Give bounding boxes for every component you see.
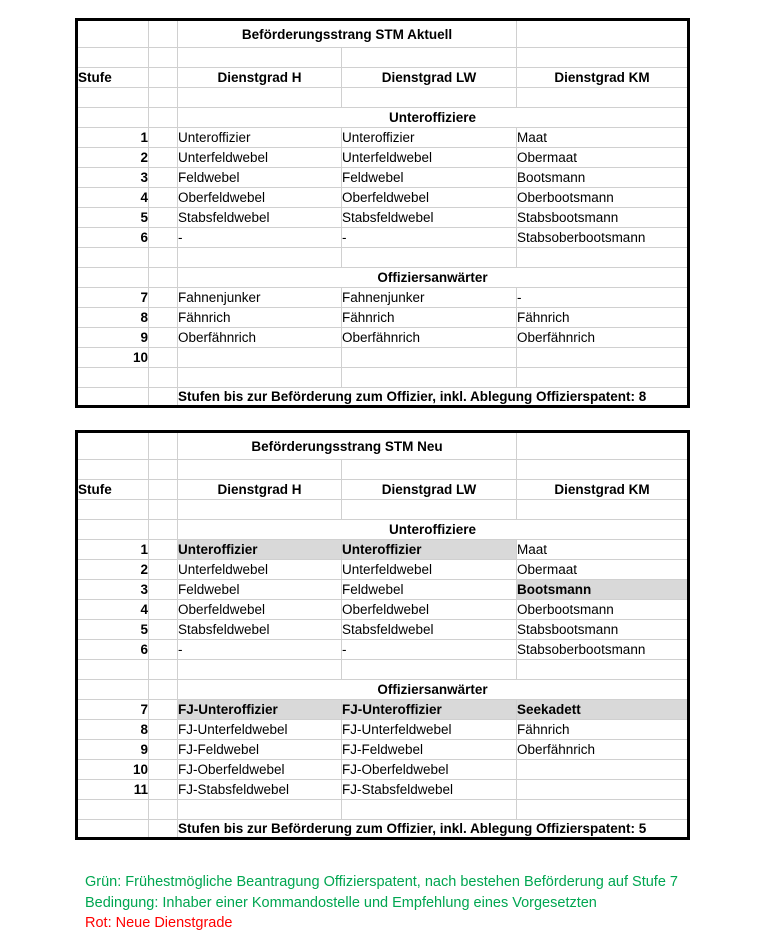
rank-cell: - — [178, 640, 342, 660]
blank-cell — [149, 48, 178, 68]
blank-cell — [77, 500, 149, 520]
blank-cell — [149, 820, 178, 839]
stufe-cell: 7 — [77, 700, 149, 720]
blank-cell — [149, 520, 178, 540]
stufe-cell: 8 — [77, 720, 149, 740]
blank-cell — [517, 432, 689, 460]
table-row — [77, 540, 689, 560]
blank-cell — [149, 460, 178, 480]
rank-cell: Fähnrich — [342, 308, 517, 328]
blank-cell — [342, 460, 517, 480]
section-header: Offiziersanwärter — [178, 680, 689, 700]
rank-cell: FJ-Stabsfeldwebel — [342, 780, 517, 800]
blank-cell — [149, 368, 178, 388]
stufe-cell: 5 — [77, 620, 149, 640]
spacer-cell — [149, 288, 178, 308]
table-row — [77, 188, 689, 208]
spacer-cell — [149, 188, 178, 208]
table-row — [77, 288, 689, 308]
legend-line-bedingung: Bedingung: Inhaber einer Kommandostelle und Empfehlung eines Vorgesetzten — [85, 894, 597, 911]
rank-cell: FJ-Stabsfeldwebel — [178, 780, 342, 800]
spacer-cell — [149, 480, 178, 500]
column-header: Dienstgrad KM — [517, 480, 689, 500]
rank-cell: Unterfeldwebel — [178, 560, 342, 580]
footer-note: Stufen bis zur Beförderung zum Offizier, inkl. Ablegung Offizierspatent: 8 — [178, 388, 689, 407]
stufe-cell: 8 — [77, 308, 149, 328]
table-row — [77, 760, 689, 780]
blank-cell — [149, 800, 178, 820]
blank-cell — [517, 660, 689, 680]
blank-cell — [178, 368, 342, 388]
stufe-cell: 9 — [77, 328, 149, 348]
blank-cell — [342, 248, 517, 268]
spacer-cell — [149, 640, 178, 660]
rank-cell: Unterfeldwebel — [342, 148, 517, 168]
blank-cell — [77, 520, 149, 540]
rank-cell: Stabsoberbootsmann — [517, 640, 689, 660]
rank-cell — [517, 348, 689, 368]
rank-cell: Feldwebel — [342, 580, 517, 600]
blank-cell — [342, 48, 517, 68]
spacer-cell — [149, 68, 178, 88]
rank-cell: FJ-Oberfeldwebel — [178, 760, 342, 780]
table-row — [77, 720, 689, 740]
stufe-cell: 9 — [77, 740, 149, 760]
blank-cell — [517, 48, 689, 68]
blank-cell — [149, 268, 178, 288]
spacer-cell — [149, 540, 178, 560]
stufe-cell: 3 — [77, 580, 149, 600]
blank-cell — [178, 460, 342, 480]
rank-cell: FJ-Unterfeldwebel — [178, 720, 342, 740]
blank-cell — [77, 680, 149, 700]
rank-cell: FJ-Unteroffizier — [342, 700, 517, 720]
blank-cell — [517, 500, 689, 520]
rank-cell: - — [178, 228, 342, 248]
rank-cell: FJ-Unteroffizier — [178, 700, 342, 720]
table-row — [77, 328, 689, 348]
blank-cell — [77, 660, 149, 680]
table-row — [77, 640, 689, 660]
blank-cell — [149, 248, 178, 268]
blank-cell — [77, 820, 149, 839]
spacer-cell — [149, 600, 178, 620]
blank-cell — [517, 88, 689, 108]
table-title: Beförderungsstrang STM Aktuell — [178, 20, 517, 48]
stufe-column-header: Stufe — [77, 68, 149, 88]
spacer-cell — [149, 560, 178, 580]
table-row — [77, 780, 689, 800]
blank-cell — [342, 88, 517, 108]
rank-cell: Maat — [517, 128, 689, 148]
rank-cell: Stabsfeldwebel — [342, 620, 517, 640]
stufe-column-header: Stufe — [77, 480, 149, 500]
table-row — [77, 560, 689, 580]
rank-cell: Unteroffizier — [178, 540, 342, 560]
rank-cell — [342, 348, 517, 368]
rank-cell: Stabsbootsmann — [517, 620, 689, 640]
spacer-cell — [149, 700, 178, 720]
spacer-cell — [149, 228, 178, 248]
rank-cell: Oberfähnrich — [178, 328, 342, 348]
legend-line-rot: Rot: Neue Dienstgrade — [85, 915, 233, 931]
rank-cell: Oberfähnrich — [517, 328, 689, 348]
table-row — [77, 128, 689, 148]
rank-cell: Unteroffizier — [178, 128, 342, 148]
promotion-table-new — [75, 430, 690, 840]
stufe-cell: 4 — [77, 600, 149, 620]
rank-cell: Feldwebel — [178, 168, 342, 188]
rank-cell: Stabsfeldwebel — [178, 620, 342, 640]
spacer-cell — [149, 128, 178, 148]
spacer-cell — [149, 780, 178, 800]
stufe-cell: 6 — [77, 228, 149, 248]
rank-cell: Stabsbootsmann — [517, 208, 689, 228]
rank-cell: Stabsoberbootsmann — [517, 228, 689, 248]
blank-cell — [517, 800, 689, 820]
blank-cell — [178, 48, 342, 68]
stufe-cell: 2 — [77, 148, 149, 168]
rank-cell: Oberfähnrich — [517, 740, 689, 760]
rank-cell: Obermaat — [517, 560, 689, 580]
spacer-cell — [149, 740, 178, 760]
rank-cell — [517, 760, 689, 780]
rank-cell: Feldwebel — [178, 580, 342, 600]
rank-cell: FJ-Oberfeldwebel — [342, 760, 517, 780]
stufe-cell: 4 — [77, 188, 149, 208]
table-title: Beförderungsstrang STM Neu — [178, 432, 517, 460]
blank-cell — [178, 500, 342, 520]
column-header: Dienstgrad LW — [342, 68, 517, 88]
rank-cell: - — [342, 228, 517, 248]
rank-cell: Stabsfeldwebel — [178, 208, 342, 228]
rank-cell: - — [517, 288, 689, 308]
rank-cell: Bootsmann — [517, 168, 689, 188]
section-header: Unteroffiziere — [178, 520, 689, 540]
rank-cell: Seekadett — [517, 700, 689, 720]
spacer-cell — [149, 580, 178, 600]
blank-cell — [149, 432, 178, 460]
table-row — [77, 740, 689, 760]
section-header: Offiziersanwärter — [178, 268, 689, 288]
blank-cell — [149, 500, 178, 520]
rank-cell: Oberbootsmann — [517, 600, 689, 620]
table-row — [77, 308, 689, 328]
blank-cell — [77, 248, 149, 268]
legend — [85, 872, 678, 934]
blank-cell — [149, 388, 178, 407]
stufe-cell: 1 — [77, 128, 149, 148]
column-header: Dienstgrad KM — [517, 68, 689, 88]
stufe-cell: 10 — [77, 760, 149, 780]
rank-cell: Fähnrich — [178, 308, 342, 328]
blank-cell — [517, 248, 689, 268]
spacer-cell — [149, 760, 178, 780]
rank-cell: Oberfähnrich — [342, 328, 517, 348]
spacer-cell — [149, 620, 178, 640]
stufe-cell: 2 — [77, 560, 149, 580]
table-row — [77, 208, 689, 228]
rank-cell: Maat — [517, 540, 689, 560]
rank-cell: Oberfeldwebel — [342, 600, 517, 620]
section-header: Unteroffiziere — [178, 108, 689, 128]
spacer-cell — [149, 348, 178, 368]
blank-cell — [149, 20, 178, 48]
spacer-cell — [149, 328, 178, 348]
rank-cell: Oberfeldwebel — [178, 188, 342, 208]
stufe-cell: 3 — [77, 168, 149, 188]
table-row — [77, 228, 689, 248]
table-row — [77, 600, 689, 620]
blank-cell — [149, 680, 178, 700]
rank-cell: Fahnenjunker — [342, 288, 517, 308]
blank-cell — [178, 660, 342, 680]
spacer-cell — [149, 168, 178, 188]
rank-cell: Oberfeldwebel — [342, 188, 517, 208]
rank-cell: Feldwebel — [342, 168, 517, 188]
spacer-cell — [149, 148, 178, 168]
blank-cell — [77, 460, 149, 480]
blank-cell — [517, 20, 689, 48]
blank-cell — [517, 460, 689, 480]
column-header: Dienstgrad H — [178, 480, 342, 500]
rank-cell: Obermaat — [517, 148, 689, 168]
blank-cell — [77, 368, 149, 388]
blank-cell — [149, 88, 178, 108]
stufe-cell: 5 — [77, 208, 149, 228]
blank-cell — [77, 108, 149, 128]
blank-cell — [178, 248, 342, 268]
rank-cell: - — [342, 640, 517, 660]
table-row — [77, 168, 689, 188]
rank-cell: Fähnrich — [517, 720, 689, 740]
blank-cell — [178, 88, 342, 108]
rank-cell: Unterfeldwebel — [178, 148, 342, 168]
rank-cell: FJ-Feldwebel — [178, 740, 342, 760]
blank-cell — [178, 800, 342, 820]
spacer-cell — [149, 720, 178, 740]
rank-cell — [517, 780, 689, 800]
legend-line-gruen: Grün: Frühestmögliche Beantragung Offizierspatent, nach bestehen Beförderung auf Stufe 7 — [85, 874, 678, 890]
table-row — [77, 148, 689, 168]
table-row — [77, 348, 689, 368]
blank-cell — [149, 660, 178, 680]
blank-cell — [77, 48, 149, 68]
rank-cell: FJ-Unterfeldwebel — [342, 720, 517, 740]
rank-cell: Unterfeldwebel — [342, 560, 517, 580]
column-header: Dienstgrad H — [178, 68, 342, 88]
rank-cell: Oberfeldwebel — [178, 600, 342, 620]
stufe-cell: 10 — [77, 348, 149, 368]
rank-cell — [178, 348, 342, 368]
stufe-cell: 7 — [77, 288, 149, 308]
rank-cell: Unteroffizier — [342, 540, 517, 560]
stufe-cell: 1 — [77, 540, 149, 560]
blank-cell — [149, 108, 178, 128]
blank-cell — [77, 88, 149, 108]
rank-cell: Stabsfeldwebel — [342, 208, 517, 228]
blank-cell — [342, 368, 517, 388]
blank-cell — [342, 800, 517, 820]
blank-cell — [77, 388, 149, 407]
promotion-table-current — [75, 18, 690, 408]
rank-cell: Unteroffizier — [342, 128, 517, 148]
column-header: Dienstgrad LW — [342, 480, 517, 500]
blank-cell — [342, 660, 517, 680]
stufe-cell: 11 — [77, 780, 149, 800]
blank-cell — [77, 20, 149, 48]
blank-cell — [77, 268, 149, 288]
blank-cell — [77, 800, 149, 820]
blank-cell — [517, 368, 689, 388]
table-row — [77, 620, 689, 640]
stufe-cell: 6 — [77, 640, 149, 660]
blank-cell — [77, 432, 149, 460]
table-row — [77, 580, 689, 600]
rank-cell: Fahnenjunker — [178, 288, 342, 308]
rank-cell: Bootsmann — [517, 580, 689, 600]
rank-cell: Fähnrich — [517, 308, 689, 328]
blank-cell — [342, 500, 517, 520]
table-row — [77, 700, 689, 720]
rank-cell: Oberbootsmann — [517, 188, 689, 208]
spacer-cell — [149, 208, 178, 228]
spacer-cell — [149, 308, 178, 328]
rank-cell: FJ-Feldwebel — [342, 740, 517, 760]
footer-note: Stufen bis zur Beförderung zum Offizier, inkl. Ablegung Offizierspatent: 5 — [178, 820, 689, 839]
